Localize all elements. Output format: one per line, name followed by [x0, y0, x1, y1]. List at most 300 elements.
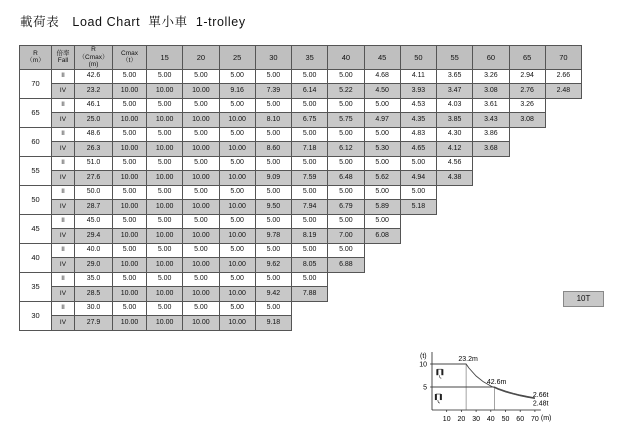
- empty-cell: [509, 185, 545, 200]
- load-cell: 10.00: [147, 200, 183, 215]
- boom-length-cell: 30: [20, 301, 52, 330]
- empty-cell: [437, 243, 473, 258]
- load-cell: 10.00: [219, 258, 255, 273]
- annotation: 2.66t: [532, 391, 549, 399]
- load-cell: 4.03: [437, 98, 473, 113]
- x-tick-label: 40: [486, 416, 495, 423]
- header-cmax: Cmax （t）: [113, 46, 147, 70]
- empty-cell: [545, 272, 581, 287]
- load-cell: 9.78: [255, 229, 291, 244]
- load-cell: 6.48: [328, 171, 364, 186]
- cmax-cell: 5.00: [113, 272, 147, 287]
- header-radius: 30: [255, 46, 291, 70]
- boom-length-cell: 70: [20, 69, 52, 98]
- header-r: R （m）: [20, 46, 52, 70]
- load-cell: 5.00: [292, 272, 328, 287]
- table-row: [20, 185, 582, 200]
- load-cell: 4.97: [364, 113, 400, 128]
- load-cell: 5.00: [183, 156, 219, 171]
- load-cell: 5.00: [328, 69, 364, 84]
- load-cell: 10.00: [183, 113, 219, 128]
- load-cell: 4.65: [400, 142, 436, 157]
- rcmax-cell: 28.5: [75, 287, 113, 302]
- fall-cell: IV: [52, 113, 75, 128]
- boom-length-cell: 65: [20, 98, 52, 127]
- load-cell: 5.00: [255, 127, 291, 142]
- empty-cell: [509, 142, 545, 157]
- load-cell: 5.00: [292, 98, 328, 113]
- empty-cell: [437, 214, 473, 229]
- load-cell: 9.09: [255, 171, 291, 186]
- load-cell: 3.86: [473, 127, 509, 142]
- load-cell: 5.00: [292, 185, 328, 200]
- load-cell: 5.00: [255, 301, 291, 316]
- x-tick-label: 60: [516, 416, 525, 423]
- load-cell: 5.00: [183, 69, 219, 84]
- table-row: [20, 142, 582, 157]
- empty-cell: [400, 243, 436, 258]
- load-cell: 5.00: [400, 156, 436, 171]
- load-cell: 4.68: [364, 69, 400, 84]
- rcmax-cell: 50.0: [75, 185, 113, 200]
- table-row: [20, 69, 582, 84]
- cmax-cell: 5.00: [113, 69, 147, 84]
- load-curve-series: [432, 387, 535, 398]
- load-cell: 10.00: [219, 229, 255, 244]
- empty-cell: [328, 287, 364, 302]
- load-cell: 5.00: [219, 69, 255, 84]
- load-cell: 3.26: [509, 98, 545, 113]
- x-tick-label: 10: [442, 416, 451, 423]
- load-cell: 5.00: [147, 243, 183, 258]
- load-cell: 5.00: [183, 301, 219, 316]
- load-cell: 5.00: [255, 243, 291, 258]
- load-cell: 5.00: [183, 127, 219, 142]
- annotation: 2.48t: [532, 400, 549, 408]
- load-cell: 10.00: [183, 258, 219, 273]
- table-row: [20, 127, 582, 142]
- load-cell: 8.10: [255, 113, 291, 128]
- empty-cell: [473, 171, 509, 186]
- rcmax-cell: 46.1: [75, 98, 113, 113]
- load-cell: 5.00: [147, 301, 183, 316]
- empty-cell: [437, 185, 473, 200]
- load-cell: 6.08: [364, 229, 400, 244]
- x-tick-label: 30: [472, 416, 480, 423]
- empty-cell: [545, 200, 581, 215]
- load-cell: 6.14: [292, 84, 328, 99]
- load-cell: 9.16: [219, 84, 255, 99]
- fall-cell: II: [52, 301, 75, 316]
- load-cell: 10.00: [183, 229, 219, 244]
- empty-cell: [545, 243, 581, 258]
- load-cell: 7.39: [255, 84, 291, 99]
- load-cell: 10.00: [219, 316, 255, 331]
- fall-cell: II: [52, 214, 75, 229]
- load-cell: 5.00: [328, 98, 364, 113]
- load-cell: 5.00: [147, 214, 183, 229]
- load-cell: 10.00: [183, 142, 219, 157]
- table-row: [20, 229, 582, 244]
- x-tick-label: 70: [531, 416, 539, 423]
- empty-cell: [473, 229, 509, 244]
- load-cell: 10.00: [219, 113, 255, 128]
- load-cell: 8.60: [255, 142, 291, 157]
- table-row: [20, 84, 582, 99]
- empty-cell: [400, 258, 436, 273]
- empty-cell: [509, 171, 545, 186]
- load-cell: 5.00: [255, 69, 291, 84]
- load-cell: 5.00: [219, 214, 255, 229]
- load-cell: 5.00: [255, 214, 291, 229]
- load-cell: 4.11: [400, 69, 436, 84]
- load-cell: 5.00: [255, 98, 291, 113]
- rcmax-cell: 42.6: [75, 69, 113, 84]
- load-cell: 5.00: [219, 272, 255, 287]
- rcmax-cell: 25.0: [75, 113, 113, 128]
- header-rcmax: R （Cmax） (m): [75, 46, 113, 70]
- load-cell: 2.76: [509, 84, 545, 99]
- load-cell: 5.00: [255, 156, 291, 171]
- empty-cell: [509, 229, 545, 244]
- load-cell: 5.22: [328, 84, 364, 99]
- load-cell: 10.00: [147, 84, 183, 99]
- load-cell: 5.00: [292, 69, 328, 84]
- load-cell: 5.00: [364, 214, 400, 229]
- load-cell: 5.00: [364, 127, 400, 142]
- header-radius: 70: [545, 46, 581, 70]
- load-cell: 9.18: [255, 316, 291, 331]
- load-cell: 10.00: [183, 287, 219, 302]
- annotation: 42.6m: [486, 379, 507, 386]
- load-cell: 10.00: [219, 200, 255, 215]
- header-radius: 50: [400, 46, 436, 70]
- load-cell: 6.79: [328, 200, 364, 215]
- load-cell: 2.48: [545, 84, 581, 99]
- load-cell: 5.00: [219, 127, 255, 142]
- load-cell: 10.00: [147, 316, 183, 331]
- fall-cell: II: [52, 243, 75, 258]
- fall-cell: II: [52, 156, 75, 171]
- header-radius: 20: [183, 46, 219, 70]
- empty-cell: [545, 142, 581, 157]
- rcmax-cell: 28.7: [75, 200, 113, 215]
- boom-length-cell: 45: [20, 214, 52, 243]
- header-fall: 倍率 Fall: [52, 46, 75, 70]
- table-row: [20, 113, 582, 128]
- empty-cell: [364, 316, 400, 331]
- empty-cell: [437, 258, 473, 273]
- load-cell: 5.00: [328, 243, 364, 258]
- boom-length-cell: 35: [20, 272, 52, 301]
- header-radius: 15: [147, 46, 183, 70]
- rcmax-cell: 51.0: [75, 156, 113, 171]
- empty-cell: [437, 229, 473, 244]
- boom-length-cell: 60: [20, 127, 52, 156]
- load-cell: 10.00: [183, 171, 219, 186]
- load-cell: 3.61: [473, 98, 509, 113]
- load-cell: 10.00: [219, 171, 255, 186]
- load-cell: 5.00: [183, 243, 219, 258]
- load-cell: 3.43: [473, 113, 509, 128]
- load-cell: 5.00: [328, 214, 364, 229]
- load-cell: 4.38: [437, 171, 473, 186]
- load-cell: 6.88: [328, 258, 364, 273]
- load-cell: 3.26: [473, 69, 509, 84]
- load-cell: 10.00: [147, 229, 183, 244]
- rcmax-cell: 29.0: [75, 258, 113, 273]
- load-curve-chart: [405, 295, 617, 435]
- load-cell: 5.00: [292, 214, 328, 229]
- empty-cell: [328, 301, 364, 316]
- load-cell: 5.18: [400, 200, 436, 215]
- load-cell: 9.42: [255, 287, 291, 302]
- empty-cell: [473, 214, 509, 229]
- empty-cell: [473, 200, 509, 215]
- load-cell: 3.08: [473, 84, 509, 99]
- load-cell: 5.00: [292, 127, 328, 142]
- cmax-cell: 5.00: [113, 214, 147, 229]
- empty-cell: [400, 272, 436, 287]
- table-row: [20, 272, 582, 287]
- table-row: [20, 243, 582, 258]
- empty-cell: [545, 113, 581, 128]
- load-cell: 4.35: [400, 113, 436, 128]
- empty-cell: [364, 258, 400, 273]
- rcmax-cell: 27.9: [75, 316, 113, 331]
- y-tick-label: 10: [419, 361, 427, 369]
- cmax-cell: 10.00: [113, 142, 147, 157]
- load-cell: 5.00: [292, 156, 328, 171]
- capacity-badge: 10T: [563, 291, 604, 307]
- empty-cell: [473, 258, 509, 273]
- load-cell: 8.19: [292, 229, 328, 244]
- rcmax-cell: 48.6: [75, 127, 113, 142]
- table-row: [20, 98, 582, 113]
- fall-cell: II: [52, 98, 75, 113]
- fall-cell: II: [52, 127, 75, 142]
- empty-cell: [509, 258, 545, 273]
- load-curve-series: [432, 364, 535, 399]
- fall-cell: IV: [52, 316, 75, 331]
- load-cell: 5.00: [147, 272, 183, 287]
- load-cell: 4.83: [400, 127, 436, 142]
- load-cell: 5.62: [364, 171, 400, 186]
- header-radius: 45: [364, 46, 400, 70]
- load-cell: 7.94: [292, 200, 328, 215]
- empty-cell: [364, 287, 400, 302]
- rcmax-cell: 23.2: [75, 84, 113, 99]
- empty-cell: [545, 214, 581, 229]
- load-cell: 7.59: [292, 171, 328, 186]
- load-cell: 5.00: [183, 214, 219, 229]
- cmax-cell: 10.00: [113, 84, 147, 99]
- empty-cell: [437, 200, 473, 215]
- load-cell: 10.00: [183, 200, 219, 215]
- load-cell: 5.00: [364, 185, 400, 200]
- load-cell: 4.56: [437, 156, 473, 171]
- load-cell: 10.00: [147, 171, 183, 186]
- cmax-cell: 5.00: [113, 185, 147, 200]
- empty-cell: [437, 272, 473, 287]
- load-chart-table: [19, 45, 582, 331]
- empty-cell: [509, 243, 545, 258]
- load-cell: 10.00: [183, 316, 219, 331]
- load-cell: 3.85: [437, 113, 473, 128]
- rcmax-cell: 30.0: [75, 301, 113, 316]
- empty-cell: [509, 200, 545, 215]
- empty-cell: [473, 156, 509, 171]
- load-cell: 5.00: [328, 185, 364, 200]
- header-radius: 65: [509, 46, 545, 70]
- load-cell: 6.75: [292, 113, 328, 128]
- load-cell: 5.00: [328, 156, 364, 171]
- cmax-cell: 10.00: [113, 171, 147, 186]
- load-cell: 5.89: [364, 200, 400, 215]
- load-cell: 5.00: [147, 156, 183, 171]
- cmax-cell: 10.00: [113, 258, 147, 273]
- fall-cell: IV: [52, 287, 75, 302]
- cmax-cell: 10.00: [113, 229, 147, 244]
- load-cell: 4.94: [400, 171, 436, 186]
- boom-length-cell: 40: [20, 243, 52, 272]
- load-cell: 2.66: [545, 69, 581, 84]
- table-row: [20, 214, 582, 229]
- header-radius: 35: [292, 46, 328, 70]
- table-row: [20, 156, 582, 171]
- load-cell: 3.47: [437, 84, 473, 99]
- empty-cell: [545, 229, 581, 244]
- load-cell: 3.08: [509, 113, 545, 128]
- header-radius: 60: [473, 46, 509, 70]
- cmax-cell: 10.00: [113, 316, 147, 331]
- cmax-cell: 10.00: [113, 200, 147, 215]
- empty-cell: [545, 258, 581, 273]
- rcmax-cell: 26.3: [75, 142, 113, 157]
- load-cell: 5.00: [219, 156, 255, 171]
- empty-cell: [545, 98, 581, 113]
- empty-cell: [545, 171, 581, 186]
- empty-cell: [328, 272, 364, 287]
- load-cell: 10.00: [147, 142, 183, 157]
- rcmax-cell: 29.4: [75, 229, 113, 244]
- load-cell: 3.68: [473, 142, 509, 157]
- empty-cell: [473, 243, 509, 258]
- empty-cell: [545, 185, 581, 200]
- empty-cell: [545, 156, 581, 171]
- empty-cell: [473, 185, 509, 200]
- empty-cell: [364, 272, 400, 287]
- load-cell: 5.00: [147, 69, 183, 84]
- load-cell: 5.00: [219, 243, 255, 258]
- empty-cell: [364, 243, 400, 258]
- fall-cell: II: [52, 272, 75, 287]
- load-cell: 5.30: [364, 142, 400, 157]
- empty-cell: [292, 301, 328, 316]
- table-header-row: [20, 46, 582, 70]
- rcmax-cell: 40.0: [75, 243, 113, 258]
- load-cell: 5.00: [183, 185, 219, 200]
- cmax-cell: 5.00: [113, 243, 147, 258]
- empty-cell: [509, 127, 545, 142]
- load-cell: 5.00: [219, 185, 255, 200]
- cmax-cell: 5.00: [113, 98, 147, 113]
- load-cell: 4.53: [400, 98, 436, 113]
- table-row: [20, 171, 582, 186]
- load-cell: 5.00: [255, 185, 291, 200]
- load-cell: 2.94: [509, 69, 545, 84]
- load-cell: 9.62: [255, 258, 291, 273]
- load-cell: 5.00: [147, 127, 183, 142]
- empty-cell: [292, 316, 328, 331]
- fall-cell: II: [52, 69, 75, 84]
- empty-cell: [509, 272, 545, 287]
- annotation: 23.2m: [458, 356, 478, 363]
- load-cell: 7.00: [328, 229, 364, 244]
- load-cell: 5.00: [328, 127, 364, 142]
- header-radius: 25: [219, 46, 255, 70]
- boom-length-cell: 55: [20, 156, 52, 185]
- load-cell: 5.00: [219, 98, 255, 113]
- header-radius: 40: [328, 46, 364, 70]
- load-cell: 3.65: [437, 69, 473, 84]
- load-cell: 4.30: [437, 127, 473, 142]
- rcmax-cell: 27.6: [75, 171, 113, 186]
- load-cell: 8.05: [292, 258, 328, 273]
- fall-cell: IV: [52, 258, 75, 273]
- load-cell: 5.00: [219, 301, 255, 316]
- load-cell: 5.00: [147, 98, 183, 113]
- load-cell: 9.50: [255, 200, 291, 215]
- load-cell: 10.00: [147, 287, 183, 302]
- empty-cell: [328, 316, 364, 331]
- load-cell: 10.00: [147, 113, 183, 128]
- empty-cell: [473, 272, 509, 287]
- load-cell: 10.00: [147, 258, 183, 273]
- chart-title: 載荷表 Load Chart 單小車 1-trolley: [20, 15, 246, 29]
- cmax-cell: 5.00: [113, 301, 147, 316]
- cmax-cell: 10.00: [113, 113, 147, 128]
- load-cell: 3.93: [400, 84, 436, 99]
- load-cell: 5.00: [364, 156, 400, 171]
- empty-cell: [545, 127, 581, 142]
- empty-cell: [509, 214, 545, 229]
- load-cell: 5.00: [147, 185, 183, 200]
- load-cell: 5.00: [400, 185, 436, 200]
- table-row: [20, 258, 582, 273]
- load-cell: 5.00: [183, 98, 219, 113]
- fall-cell: IV: [52, 200, 75, 215]
- table-row: [20, 200, 582, 215]
- cmax-cell: 10.00: [113, 287, 147, 302]
- cmax-cell: 5.00: [113, 156, 147, 171]
- load-cell: 5.00: [183, 272, 219, 287]
- boom-length-cell: 50: [20, 185, 52, 214]
- cmax-cell: 5.00: [113, 127, 147, 142]
- load-cell: 5.00: [364, 98, 400, 113]
- load-cell: 7.88: [292, 287, 328, 302]
- x-tick-label: 20: [457, 416, 466, 423]
- load-cell: 7.18: [292, 142, 328, 157]
- load-cell: 4.50: [364, 84, 400, 99]
- load-cell: 10.00: [219, 287, 255, 302]
- y-tick-label: 5: [423, 384, 427, 392]
- rcmax-cell: 35.0: [75, 272, 113, 287]
- load-cell: 10.00: [183, 84, 219, 99]
- empty-cell: [509, 156, 545, 171]
- empty-cell: [400, 229, 436, 244]
- load-cell: 10.00: [219, 142, 255, 157]
